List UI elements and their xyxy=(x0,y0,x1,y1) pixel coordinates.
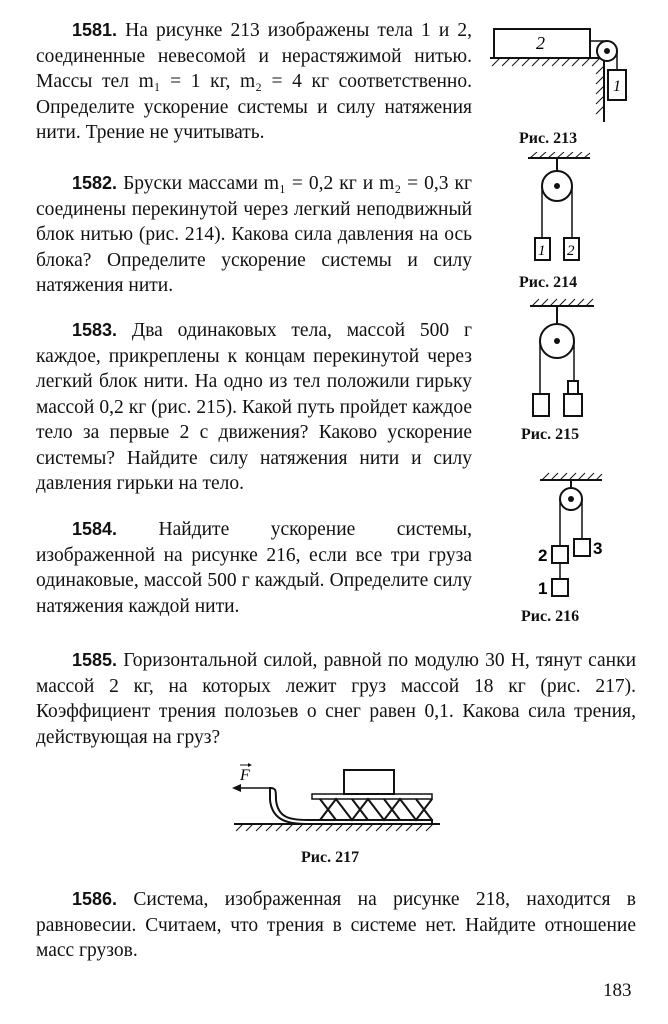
problem-1585 xyxy=(36,648,636,750)
problem-1586 xyxy=(36,887,636,964)
problem-number: 1583. xyxy=(72,320,118,340)
problem-text: Найдите ускорение системы, изображенной на рисунке 216, если все три груза одинаковые, массой 500 г каждый. Определите силу натяжения каждой нити. xyxy=(36,519,473,617)
page-number: 183 xyxy=(603,980,632,1001)
fig214-label-2: 2 xyxy=(567,243,575,259)
problem-text: Система, изображенная на рисунке 218, находится в равновесии. Считаем, что трения в системе нет. Найдите отношение масс грузов. xyxy=(36,889,636,961)
fig213-label-2: 2 xyxy=(536,33,545,53)
fig214-caption: Рис. 214 xyxy=(519,274,578,291)
fig214-label-1: 1 xyxy=(538,243,546,259)
problem-text: Два одинаковых тела, массой 500 г каждое, прикреплены к концам перекинутой через легкий блок нити. На одно из тел положили гирьку массой 0,2 кг (рис. 215). Какой путь пройдет каждое тело за первые 2 с движения? Каково ускорение системы? Найдите силу натяжения нити и силу давления гирьки на тело. xyxy=(36,320,472,494)
problem-text: Бруски массами m₁ = 0,2 кг и m₂ = 0,3 кг соединены перекинутой через легкий неподвижный блок нитью (рис. 214). Какова сила давления на ось блока? Определите ускорение системы и силу натяжения нити. xyxy=(36,173,473,296)
figure-216 xyxy=(530,466,610,606)
fig217-force-label: F xyxy=(240,767,250,784)
fig216-label-1: 1 xyxy=(538,579,548,598)
problem-1582 xyxy=(36,171,472,299)
problem-number: 1586. xyxy=(72,889,118,909)
problem-1584 xyxy=(36,517,472,619)
fig216-caption: Рис. 216 xyxy=(521,608,580,625)
figure-214 xyxy=(520,152,600,270)
figure-213 xyxy=(488,18,638,123)
problem-1581 xyxy=(36,18,472,146)
fig213-caption: Рис. 213 xyxy=(519,130,578,147)
fig213-label-1: 1 xyxy=(613,78,621,95)
problem-number: 1582. xyxy=(72,173,118,193)
problem-1583 xyxy=(36,318,472,497)
problem-number: 1581. xyxy=(72,20,118,40)
figure-217 xyxy=(228,760,448,832)
fig216-label-3: 3 xyxy=(593,539,603,558)
problem-number: 1585. xyxy=(72,650,118,670)
fig217-caption: Рис. 217 xyxy=(301,849,360,866)
fig215-caption: Рис. 215 xyxy=(521,426,580,443)
problem-number: 1584. xyxy=(72,519,118,539)
figure-215 xyxy=(522,296,602,422)
problem-text: Горизонтальной силой, равной по модулю 30 Н, тянут санки массой 2 кг, на которых лежит груз массой 18 кг (рис. 217). Коэффициент трения полозьев о снег равен 0,1. Какова сила трения, действующая на груз? xyxy=(36,650,636,748)
fig216-label-2: 2 xyxy=(538,546,548,565)
problem-text: На рисунке 213 изображены тела 1 и 2, соединенные невесомой и нерастяжимой нитью. Массы тел m₁ = 1 кг, m₂ = 4 кг соответственно. Определите ускорение системы и силу натяжения нити. Трение не учитывать. xyxy=(36,20,472,143)
